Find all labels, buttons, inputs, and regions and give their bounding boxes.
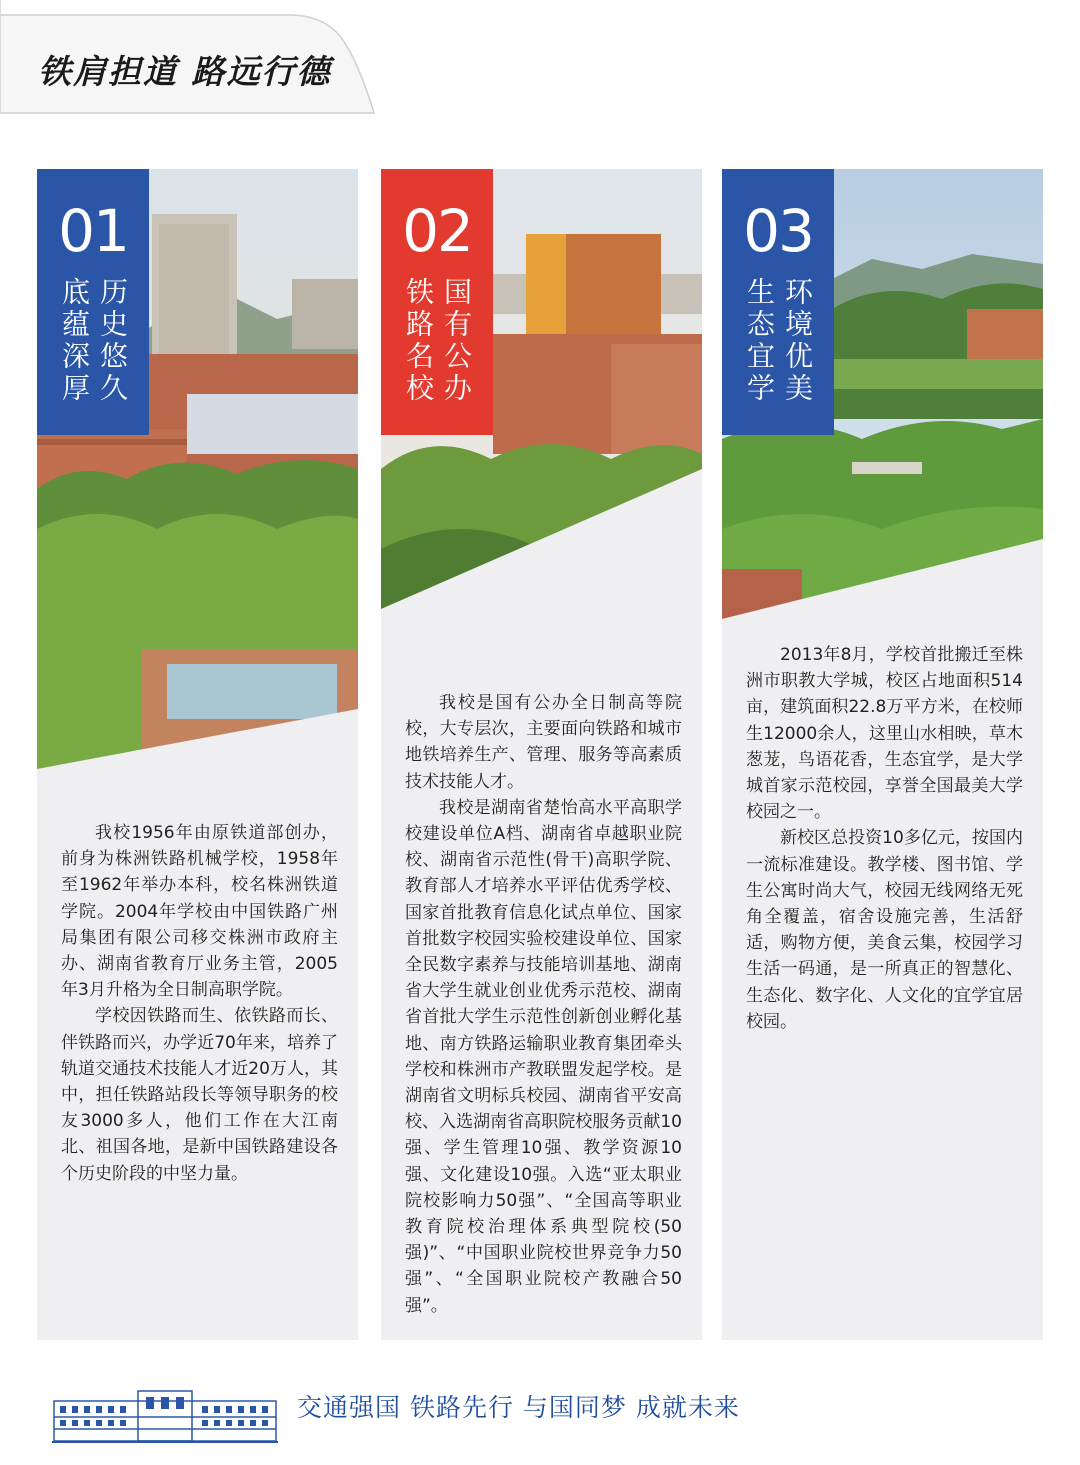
badge-title-line-2: 历史悠久: [96, 277, 129, 405]
paragraph: 我校是湖南省楚怡高水平高职学校建设单位A档、湖南省卓越职业院校、湖南省示范性(骨干)高职学院、教育部人才培养水平评估优秀学校、国家首批教育信息化试点单位、国家首批数字校园实验校建设单位、国家全民数字素养与技能培训基地、湖南省大学生就业创业优秀示范校、湖南省首批大学生示范性创新创业孵化基地、南方铁路运输职业教育集团牵头学校和株洲市产教联盟发起学校。是湖南省文明标兵校园、湖南省平安高校、入选湖南省高职院校服务贡献10强、学生管理10强、教学资源10强、文化建设10强。入选“亚太职业院校影响力50强”、“全国高等职业教育院校治理体系典型院校(50强)”、“中国职业院校世界竞争力50强”、“全国职业院校产教融合50强”。: [405, 797, 682, 1316]
paragraph: 学校因铁路而生、依铁路而长、伴铁路而兴，办学近70年来，培养了轨道交通技术技能人才近20万人，其中，担任铁路站段长等领导职务的校友3000多人，他们工作在大江南北、祖国各地，是新中国铁路建设各个历史阶段的中坚力量。: [61, 1006, 338, 1184]
paragraph: 我校是国有公办全日制高等院校，大专层次，主要面向铁路和城市地铁培养生产、管理、服务等高素质技术技能人才。: [405, 693, 682, 792]
paragraph: 新校区总投资10多亿元，按国内一流标准建设。教学楼、图书馆、学生公寓时尚大气，校园无线网络无死角全覆盖，宿舍设施完善，生活舒适，购物方便，美食云集，校园学习生活一码通，是一所真正的智慧化、生态化、数字化、人文化的宜学宜居校园。: [746, 828, 1023, 1032]
badge-03: [722, 169, 834, 435]
header-slogan: 铁肩担道 路远行德: [38, 52, 332, 91]
card-body: [746, 642, 1023, 1035]
card-railway-school: [381, 169, 702, 1340]
card-history: [37, 169, 358, 1340]
badge-02: [381, 169, 493, 435]
badge-number: 02: [402, 197, 472, 265]
card-body: [405, 690, 682, 1319]
campus-building-logo: [52, 1387, 278, 1447]
badge-title-line-2: 环境优美: [781, 277, 814, 405]
paragraph: 2013年8月，学校首批搬迁至株洲市职教大学城，校区占地面积514亩，建筑面积22.8万平方米，在校师生12000余人，这里山水相映，草木葱茏，鸟语花香，生态宜学，是大学城首家示范校园，享誉全国最美大学校园之一。: [746, 645, 1023, 823]
badge-title-line-2: 国有公办: [440, 277, 473, 405]
footer-slogan: 交通强国 铁路先行 与国同梦 成就未来: [297, 1393, 740, 1422]
badge-number: 01: [58, 197, 128, 265]
card-body: [61, 820, 338, 1187]
badge-title-line-1: 底蕴深厚: [58, 277, 91, 405]
badge-01: [37, 169, 149, 435]
paragraph: 我校1956年由原铁道部创办，前身为株洲铁路机械学校，1958年至1962年举办本科，校名株洲铁道学院。2004年学校由中国铁路广州局集团有限公司移交株洲市政府主办、湖南省教育厅业务主管，2005年3月升格为全日制高职学院。: [61, 823, 338, 1001]
card-environment: [722, 169, 1043, 1340]
badge-number: 03: [743, 197, 813, 265]
badge-title-line-1: 铁路名校: [402, 277, 435, 405]
badge-title-line-1: 生态宜学: [743, 277, 776, 405]
